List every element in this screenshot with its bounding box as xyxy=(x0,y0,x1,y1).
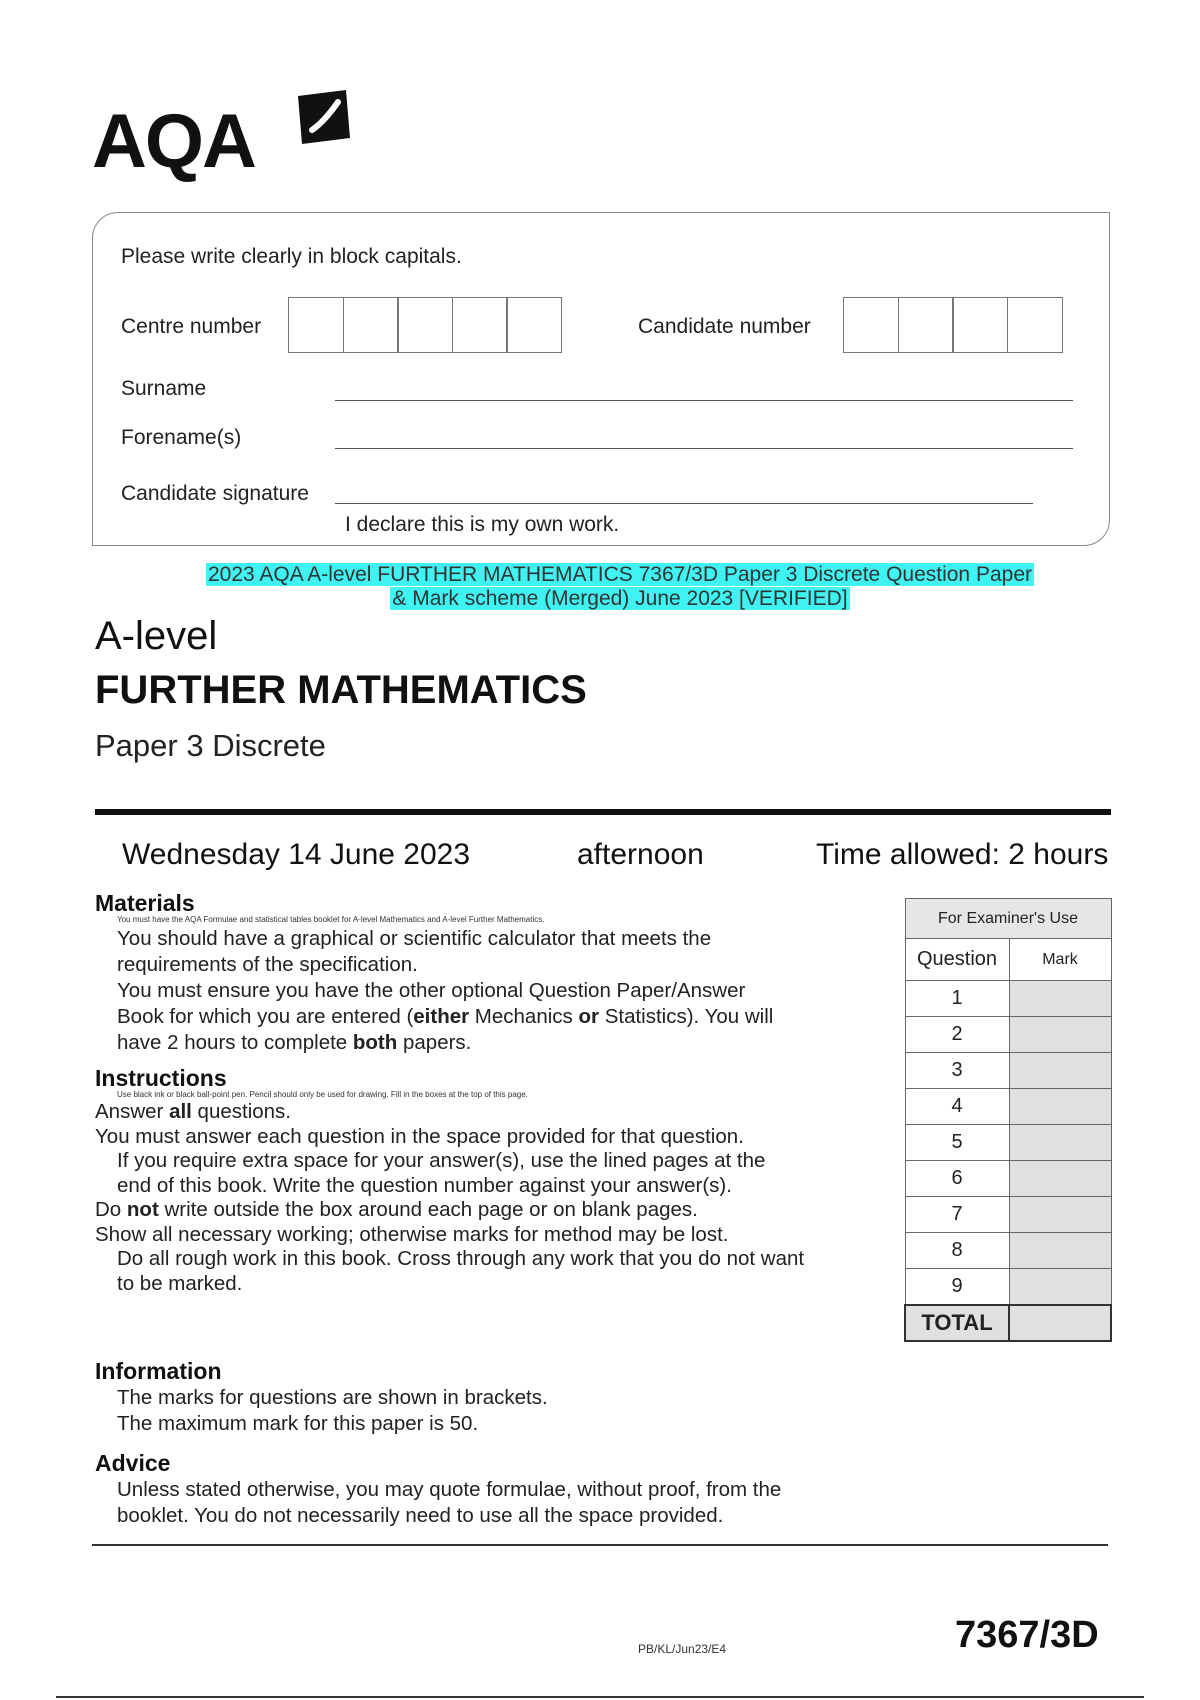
centre-digit-box[interactable] xyxy=(397,297,453,353)
highlighted-document-title xyxy=(140,563,1100,611)
mark-cell[interactable] xyxy=(1009,1125,1111,1161)
materials-line: You must ensure you have the other optional Question Paper/Answer xyxy=(117,979,746,1002)
instruction-line: to be marked. xyxy=(117,1271,243,1295)
information-line: The maximum mark for this paper is 50. xyxy=(117,1412,479,1435)
mark-cell[interactable] xyxy=(1009,1017,1111,1053)
mark-cell[interactable] xyxy=(1009,1161,1111,1197)
centre-digit-box[interactable] xyxy=(288,297,344,353)
time-allowed: Time allowed: 2 hours xyxy=(816,838,1109,871)
centre-digit-box[interactable] xyxy=(343,297,399,353)
materials-line: Book for which you are entered (either Mechanics or Statistics). You will xyxy=(117,1005,774,1028)
total-mark-cell[interactable] xyxy=(1009,1305,1111,1341)
footer-divider xyxy=(92,1544,1108,1546)
instructions-tiny-line: Use black ink or black ball-point pen. Pencil should only be used for drawing. Fill in the boxes at the top of this page. xyxy=(117,1090,528,1099)
materials-line: requirements of the specification. xyxy=(117,953,418,976)
mark-cell[interactable] xyxy=(1009,1269,1111,1305)
question-number: 9 xyxy=(905,1269,1009,1305)
centre-number-boxes[interactable] xyxy=(288,297,562,353)
footer-reference: PB/KL/Jun23/E4 xyxy=(638,1642,727,1656)
total-label: TOTAL xyxy=(905,1305,1009,1341)
aqa-logo xyxy=(92,88,362,188)
mark-cell[interactable] xyxy=(1009,1197,1111,1233)
instruction-line: You must answer each question in the space provided for that question. xyxy=(95,1124,744,1148)
mark-cell[interactable] xyxy=(1009,1053,1111,1089)
question-number: 5 xyxy=(905,1125,1009,1161)
advice-line: Unless stated otherwise, you may quote formulae, without proof, from the xyxy=(117,1478,782,1501)
materials-line: have 2 hours to complete both papers. xyxy=(117,1031,472,1054)
materials-body xyxy=(117,926,877,1056)
forenames-label: Forename(s) xyxy=(121,426,242,449)
question-number: 4 xyxy=(905,1089,1009,1125)
aqa-logo-mark-icon xyxy=(294,88,356,148)
question-number: 3 xyxy=(905,1053,1009,1089)
question-number: 1 xyxy=(905,981,1009,1017)
advice-body xyxy=(117,1477,917,1529)
candidate-digit-box[interactable] xyxy=(952,297,1008,353)
qualification-level: A-level xyxy=(95,614,218,658)
instructions-body xyxy=(95,1100,895,1296)
paper-code: 7367/3D xyxy=(955,1614,1099,1656)
exam-date: Wednesday 14 June 2023 xyxy=(122,838,471,871)
candidate-number-boxes[interactable] xyxy=(843,297,1063,353)
centre-number-label: Centre number xyxy=(121,315,262,338)
question-column-header: Question xyxy=(905,939,1009,981)
instruction-line: Answer all questions. xyxy=(95,1100,292,1123)
examiner-use-table xyxy=(904,898,1112,1342)
instruction-line: Do all rough work in this book. Cross through any work that you do not want xyxy=(117,1247,805,1270)
question-number: 2 xyxy=(905,1017,1009,1053)
centre-digit-box[interactable] xyxy=(452,297,508,353)
paper-title: Paper 3 Discrete xyxy=(95,728,326,763)
mark-cell[interactable] xyxy=(1009,1233,1111,1269)
block-capitals-instruction: Please write clearly in block capitals. xyxy=(121,245,462,268)
candidate-number-label: Candidate number xyxy=(638,315,811,338)
highlight-line-1: 2023 AQA A-level FURTHER MATHEMATICS 7367/3D Paper 3 Discrete Question Paper xyxy=(207,563,1032,586)
mark-cell[interactable] xyxy=(1009,1089,1111,1125)
instructions-heading: Instructions xyxy=(95,1065,227,1091)
question-number: 6 xyxy=(905,1161,1009,1197)
candidate-digit-box[interactable] xyxy=(1007,297,1063,353)
declaration-text: I declare this is my own work. xyxy=(345,513,620,536)
candidate-details-box xyxy=(92,212,1110,546)
question-number: 8 xyxy=(905,1233,1009,1269)
logo-text: AQA xyxy=(92,99,255,184)
surname-label: Surname xyxy=(121,377,207,400)
information-line: The marks for questions are shown in brackets. xyxy=(117,1386,548,1409)
exam-session: afternoon xyxy=(577,838,704,871)
highlight-line-2: & Mark scheme (Merged) June 2023 [VERIFIED] xyxy=(392,587,848,610)
materials-line: You should have a graphical or scientific calculator that meets the xyxy=(117,927,712,950)
signature-line[interactable] xyxy=(335,503,1033,504)
instruction-line: Show all necessary working; otherwise marks for method may be lost. xyxy=(95,1222,729,1246)
surname-line[interactable] xyxy=(335,400,1073,401)
candidate-digit-box[interactable] xyxy=(898,297,954,353)
information-body xyxy=(117,1385,877,1437)
instruction-line: Do not write outside the box around each page or on blank pages. xyxy=(95,1198,698,1221)
centre-digit-box[interactable] xyxy=(506,297,562,353)
signature-label: Candidate signature xyxy=(121,482,309,505)
heading-divider xyxy=(95,809,1111,815)
instruction-line: end of this book. Write the question number against your answer(s). xyxy=(117,1173,732,1197)
materials-heading: Materials xyxy=(95,890,195,916)
candidate-digit-box[interactable] xyxy=(843,297,899,353)
subject-title: FURTHER MATHEMATICS xyxy=(95,668,587,712)
materials-tiny-line: You must have the AQA Formulae and statistical tables booklet for A-level Mathematics and A-level Further Mathematics. xyxy=(117,915,545,924)
instruction-line: If you require extra space for your answer(s), use the lined pages at the xyxy=(117,1149,766,1172)
forenames-line[interactable] xyxy=(335,448,1073,449)
page-bottom-rule xyxy=(56,1696,1144,1698)
mark-cell[interactable] xyxy=(1009,981,1111,1017)
mark-column-header: Mark xyxy=(1009,939,1111,981)
question-number: 7 xyxy=(905,1197,1009,1233)
advice-line: booklet. You do not necessarily need to use all the space provided. xyxy=(117,1504,724,1527)
advice-heading: Advice xyxy=(95,1450,171,1476)
information-heading: Information xyxy=(95,1358,222,1384)
examiner-table-header: For Examiner's Use xyxy=(905,899,1111,939)
